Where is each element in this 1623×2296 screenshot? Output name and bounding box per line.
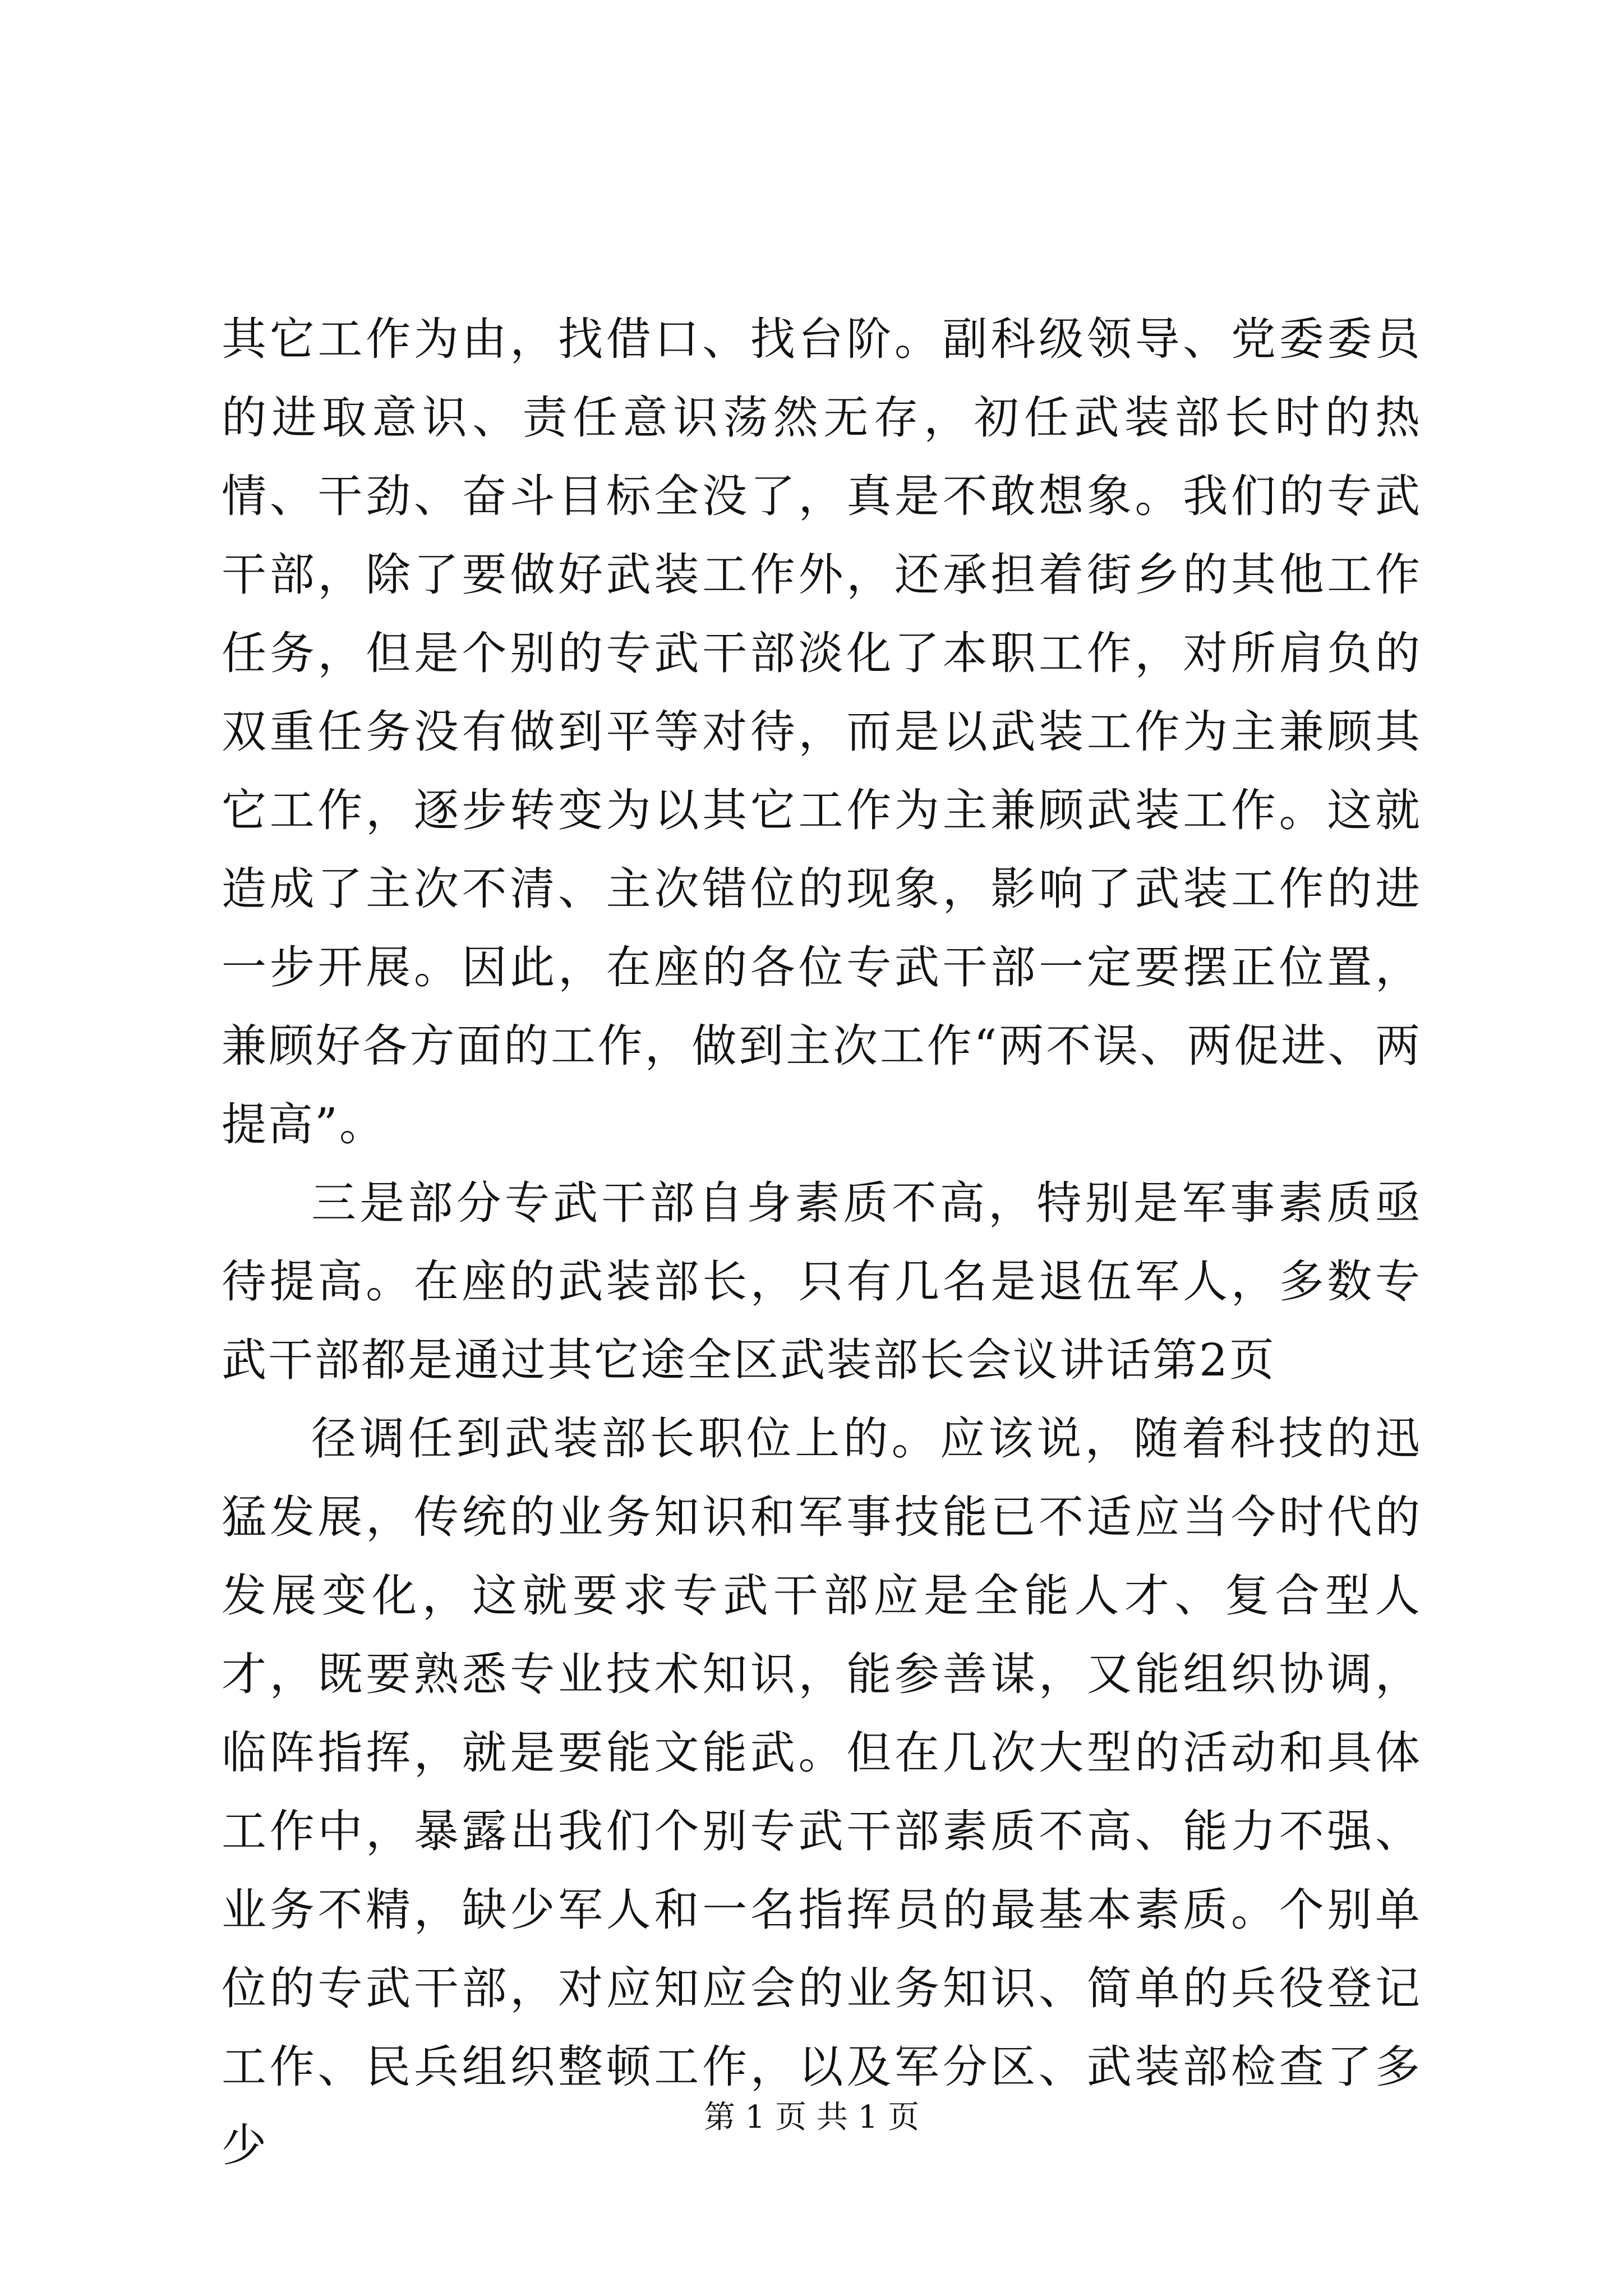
page-footer: 第 1 页 共 1 页 — [703, 2099, 920, 2136]
paragraph-2: 三是部分专武干部自身素质不高，特别是军事素质亟待提高。在座的武装部长，只有几名是退伍军人，多数专武干部都是通过其它途全区武装部长会议讲话第2页 — [222, 1177, 1422, 1386]
document-body — [222, 300, 1422, 2185]
paragraph-3: 径调任到武装部长职位上的。应该说，随着科技的迅猛发展，传统的业务知识和军事技能已不适应当今时代的发展变化，这就要求专武干部应是全能人才、复合型人才，既要熟悉专业技术知识，能参善谋，又能组织协调，临阵指挥，就是要能文能武。但在几次大型的活动和具体工作中，暴露出我们个别专武干部素质不高、能力不强、业务不精，缺少军人和一名指挥员的最基本素质。个别单位的专武干部，对应知应会的业务知识、简单的兵役登记工作、民兵组织整顿工作，以及军分区、武装部检查了多少 — [222, 1412, 1422, 2171]
paragraph-1: 其它工作为由，找借口、找台阶。副科级领导、党委委员的进取意识、责任意识荡然无存，初任武装部长时的热情、干劲、奋斗目标全没了，真是不敢想象。我们的专武干部，除了要做好武装工作外，还承担着街乡的其他工作任务，但是个别的专武干部淡化了本职工作，对所肩负的双重任务没有做到平等对待，而是以武装工作为主兼顾其它工作，逐步转变为以其它工作为主兼顾武装工作。这就造成了主次不清、主次错位的现象，影响了武装工作的进一步开展。因此，在座的各位专武干部一定要摆正位置，兼顾好各方面的工作，做到主次工作“两不误、两促进、两提高”。 — [222, 313, 1422, 1151]
